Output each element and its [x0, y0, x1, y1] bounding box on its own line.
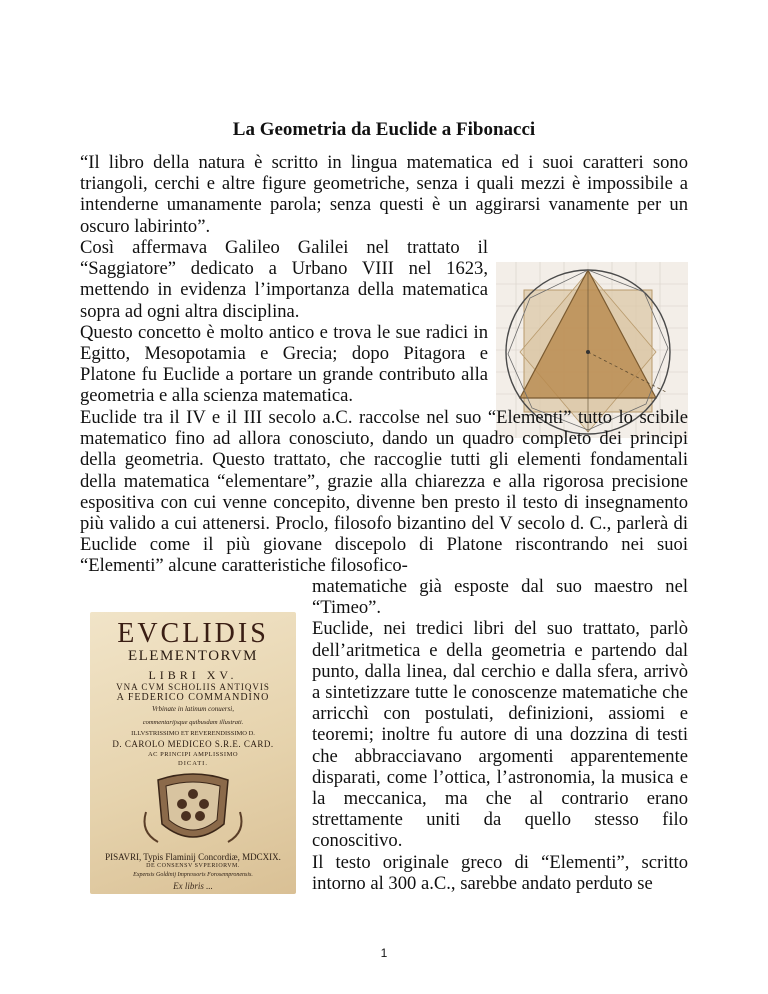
paragraph-timeo: matematiche già esposte dal suo maestro nel “Timeo”. [312, 576, 688, 619]
book-handwritten-signature: Ex libris ... [173, 881, 213, 891]
book-line-expensis: Expensis Goldinij Impressoris Forosempronensis. [133, 872, 253, 878]
book-line-pisauri: PISAVRI, Typis Flaminij Concordiæ, MDCXIX. [105, 852, 281, 862]
book-title-libri: LIBRI XV. [148, 668, 238, 682]
book-line-scholiis: VNA CVM SCHOLIIS ANTIQVIS [116, 682, 270, 692]
coat-of-arms-icon [138, 772, 248, 848]
paragraph-wrap-geometry [80, 237, 488, 407]
paragraph-origins: Questo concetto è molto antico e trova le sue radici in Egitto, Mesopotamia e Grecia; dopo Pitagora e Platone fu Euclide a portare un grande contributo alla geometria e alla scienza matematica. [80, 321, 488, 407]
book-line-principi: AC PRINCIPI AMPLISSIMO [147, 751, 239, 758]
paragraph-text: Euclide tra il IV e il III secolo a.C. raccolse nel suo “Elementi” tutto lo scibile matematico fino ad allora conosciuto, dando un quadro completo dei principi della geometria. Questo trattato, che raccoglie tutti gli elementi fondamentali della matematica “elementare”, grazie alla chiarezza e alla rigorosa precisione espositiva con cui venne concepito, divenne ben presto il testo di insegnamento più valido a cui attenersi. Proclo, filosofo bizantino del V secolo d. C., parlerà di Euclide come il più giovane discepolo di Platone riscontrando nei suoi “Elementi” alcune caratteristiche filosofico- [80, 407, 688, 577]
paragraph-text: “Il libro della natura è scritto in lingua matematica ed i suoi caratteri sono triangoli, cerchi e altre figure geometriche, senza i quali mezzi è impossibile a intenderne umanamente parola; senza questi è un aggirarsi vanamente per un oscuro labirinto”. [80, 152, 688, 237]
book-line-consensu: DE CONSENSV SVPERIORVM. [146, 863, 240, 869]
paragraph-original-text: Il testo originale greco di “Elementi”, scritto intorno al 300 a.C., sarebbe andato perduto se [312, 851, 688, 894]
book-line-carolo: D. CAROLO MEDICEO S.R.E. CARD. [112, 739, 274, 749]
book-line-commandino: A FEDERICO COMMANDINO [116, 692, 270, 703]
paragraph-wrap-book [312, 576, 688, 894]
paragraph-thirteen-books: Euclide, nei tredici libri del suo trattato, parlò dell’aritmetica e della geometria e partendo dal punto, dalla linea, dal cerchio e dalla sfera, arrivò a sintetizzare tutte le conoscenze matematiche che arricchì con postulati, definizioni, assiomi e teoremi; inoltre fu autore di una dozzina di testi che abbracciavano argomenti apparentemente disparati, come l’ottica, l’astronomia, la musica e la meccanica, ma che al contrario erano strettamente uniti da quello stesso filo conoscitivo. [312, 618, 688, 852]
book-line-dicati: DICATI. [178, 760, 208, 767]
book-line-urbinate: Vrbinate in latinum conuersi, [152, 705, 234, 713]
page-number: 1 [380, 946, 388, 960]
paragraph-galileo-quote [80, 152, 688, 237]
book-title-euclidis: EVCLIDIS [117, 618, 269, 649]
book-cover-image [90, 612, 296, 894]
paragraph-euclid [80, 407, 688, 577]
book-line-illustrissimo: ILLVSTRISSIMO ET REVERENDISSIMO D. [131, 730, 255, 737]
page-title: La Geometria da Euclide a Fibonacci [232, 119, 536, 140]
paragraph-galileo: Così affermava Galileo Galilei nel trattato il “Saggiatore” dedicato a Urbano VIII nel 1623, mettendo in evidenza l’importanza della matematica sopra ad ogni altra disciplina. [80, 237, 488, 322]
book-line-commentarijs: commentarijsque quibusdam illustrati. [142, 719, 244, 726]
book-title-elementorum: ELEMENTORVM [127, 648, 259, 664]
